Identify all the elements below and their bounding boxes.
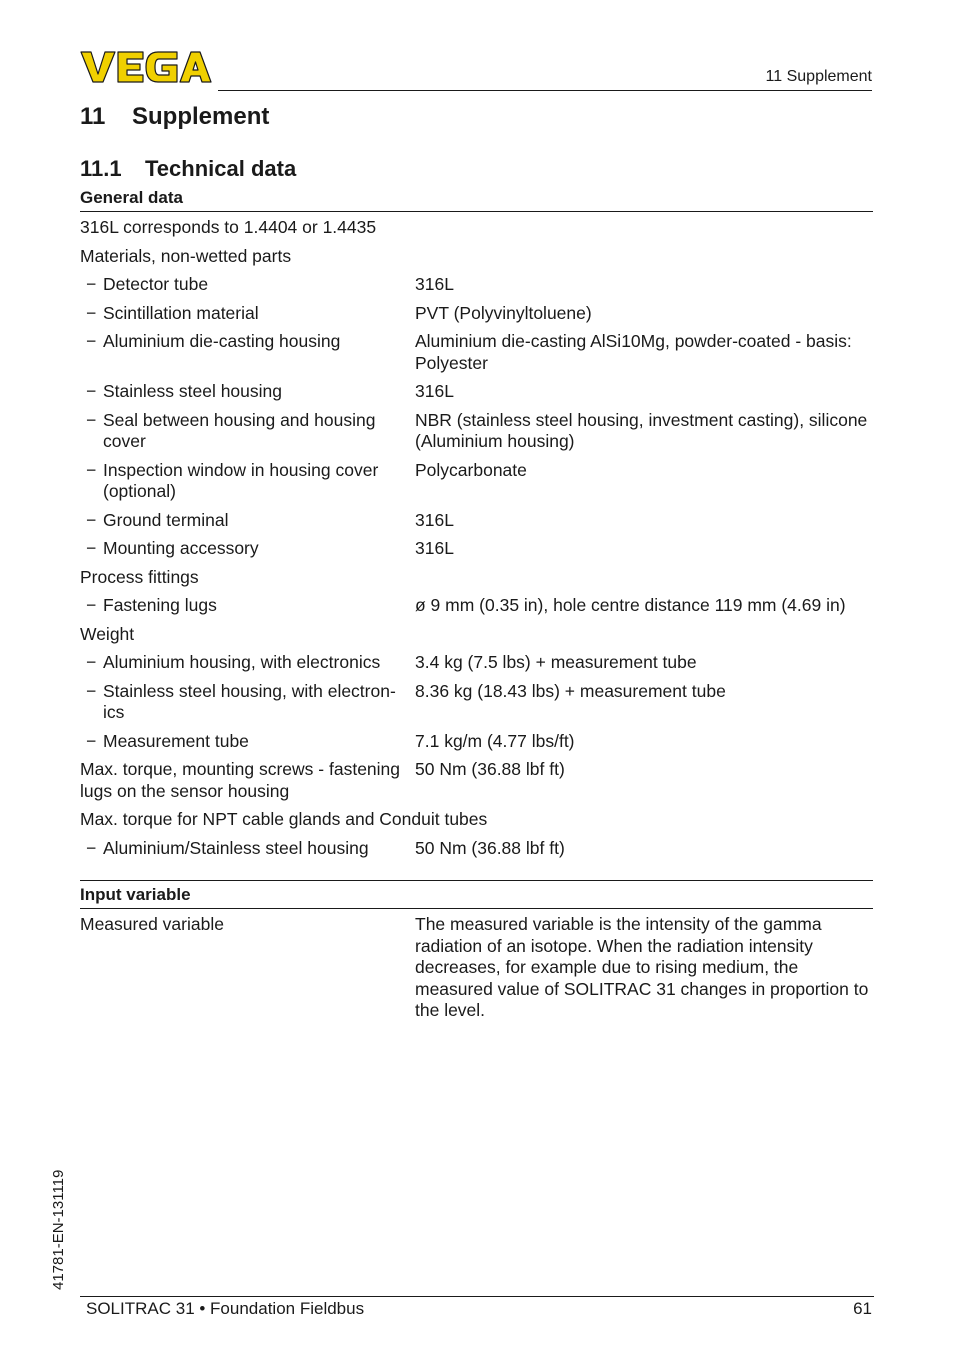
spec-label-text: Stainless steel housing, with electron-ics (103, 680, 396, 722)
spec-row (80, 914, 873, 1022)
spec-row (80, 331, 873, 374)
spec-label: Weight (80, 623, 135, 644)
spec-label (80, 410, 415, 453)
spec-label (80, 681, 415, 724)
spec-row (80, 838, 873, 860)
spec-row (80, 303, 873, 325)
list-dash: − (86, 302, 97, 323)
header-rule (218, 90, 872, 91)
spec-label: Max. torque, mounting screws - fastening lugs on the sensor housing (80, 759, 401, 801)
list-dash: − (86, 595, 97, 615)
spec-row (80, 274, 873, 296)
spec-label-text: Detector tube (103, 274, 209, 294)
spec-label-text: Fastening lugs (103, 595, 217, 615)
section-number: 11.1 (80, 156, 122, 181)
spec-row (80, 567, 873, 589)
spec-row (80, 652, 873, 674)
general-data-table (80, 187, 873, 866)
spec-row (80, 510, 873, 532)
spec-label (80, 595, 415, 617)
spec-label-text: Stainless steel housing (103, 381, 282, 401)
spec-row (80, 381, 873, 403)
spec-value: 3.4 kg (7.5 lbs) + measurement tube (415, 652, 697, 672)
footer-title: SOLITRAC 31 • Foundation Fieldbus (86, 1299, 365, 1318)
list-dash: − (86, 459, 97, 480)
spec-label-text: Aluminium/Stainless steel housing (103, 837, 369, 858)
spec-label-text: Mounting accessory (103, 538, 259, 558)
spec-value: The measured variable is the intensity of the gamma radiation of an isotope. When the radiation intensity decreases, for example due to rising medium, the measured value of SOLITRAC 31 changes in proportion to the level. (415, 914, 869, 1020)
spec-value: NBR (stainless steel housing, investment casting), silicone (Aluminium housing) (415, 409, 868, 451)
spec-row (80, 731, 873, 753)
spec-label (80, 652, 415, 674)
list-dash: − (86, 730, 97, 751)
spec-value: 316L (415, 509, 454, 530)
spec-row (80, 809, 873, 831)
chapter-title (80, 103, 269, 131)
spec-row (80, 246, 873, 268)
spec-label (80, 331, 415, 374)
input-variable-table (80, 880, 873, 1029)
spec-label: Max. torque for NPT cable glands and Conduit tubes (80, 809, 488, 829)
list-dash: − (86, 409, 97, 430)
spec-row (80, 595, 873, 617)
spec-row (80, 759, 873, 802)
list-dash: − (86, 381, 97, 401)
spec-label: Materials, non-wetted parts (80, 245, 292, 266)
spec-label (80, 510, 415, 532)
general-data-rows (80, 212, 873, 859)
spec-value: 50 Nm (36.88 lbf ft) (415, 759, 565, 779)
input-variable-rows (80, 909, 873, 1022)
spec-value: 50 Nm (36.88 lbf ft) (415, 837, 565, 858)
spec-value: PVT (Polyvinyltoluene) (415, 302, 592, 323)
spec-label (80, 274, 415, 296)
spec-label-text: Inspection window in housing cover (optional) (103, 459, 379, 501)
spec-row (80, 410, 873, 453)
spec-label (80, 381, 415, 403)
input-variable-heading: Input variable (80, 881, 873, 909)
spec-value: ø 9 mm (0.35 in), hole centre distance 119 mm (4.69 in) (415, 595, 846, 615)
spec-label-text: Aluminium die-casting housing (103, 331, 341, 351)
spec-value: 316L (415, 538, 454, 558)
footer-rule (80, 1296, 874, 1297)
general-data-heading: General data (80, 187, 873, 212)
spec-value: 316L (415, 274, 454, 294)
spec-label: 316L corresponds to 1.4404 or 1.4435 (80, 217, 377, 237)
spec-label (80, 303, 415, 325)
spec-label (80, 731, 415, 753)
list-dash: − (86, 680, 97, 701)
logo-mark (81, 52, 211, 82)
spec-label-text: Seal between housing and housing cover (103, 409, 376, 451)
section-title-text: Technical data (145, 156, 297, 181)
list-dash: − (86, 274, 97, 294)
list-dash: − (86, 837, 97, 858)
chapter-title-text: Supplement (132, 103, 270, 130)
list-dash: − (86, 538, 97, 558)
spec-label-text: Ground terminal (103, 509, 229, 530)
spec-value: Aluminium die-casting AlSi10Mg, powder-coated - basis: Polyester (415, 331, 852, 373)
spec-row (80, 460, 873, 503)
spec-row (80, 217, 873, 239)
list-dash: − (86, 509, 97, 530)
list-dash: − (86, 652, 97, 672)
section-title (80, 156, 296, 182)
spec-label: Measured variable (80, 914, 224, 934)
spec-value: 7.1 kg/m (4.77 lbs/ft) (415, 730, 575, 751)
vega-logo (80, 50, 212, 84)
spec-label: Process fittings (80, 566, 199, 587)
running-header: 11 Supplement (765, 68, 872, 85)
spec-label-text: Aluminium housing, with electronics (103, 652, 381, 672)
spec-label-text: Scintillation material (103, 302, 259, 323)
list-dash: − (86, 331, 97, 351)
document-code: 41781-EN-131119 (50, 1169, 67, 1290)
spec-value: Polycarbonate (415, 459, 527, 480)
spec-value: 8.36 kg (18.43 lbs) + measurement tube (415, 680, 726, 701)
spec-label (80, 538, 415, 560)
spec-label (80, 460, 415, 503)
chapter-number: 11 (80, 103, 106, 130)
spec-row (80, 681, 873, 724)
spec-label-text: Measurement tube (103, 730, 249, 751)
page-number: 61 (853, 1299, 872, 1318)
spec-row (80, 538, 873, 560)
spec-row (80, 624, 873, 646)
spec-label (80, 838, 415, 860)
spec-value: 316L (415, 381, 454, 401)
